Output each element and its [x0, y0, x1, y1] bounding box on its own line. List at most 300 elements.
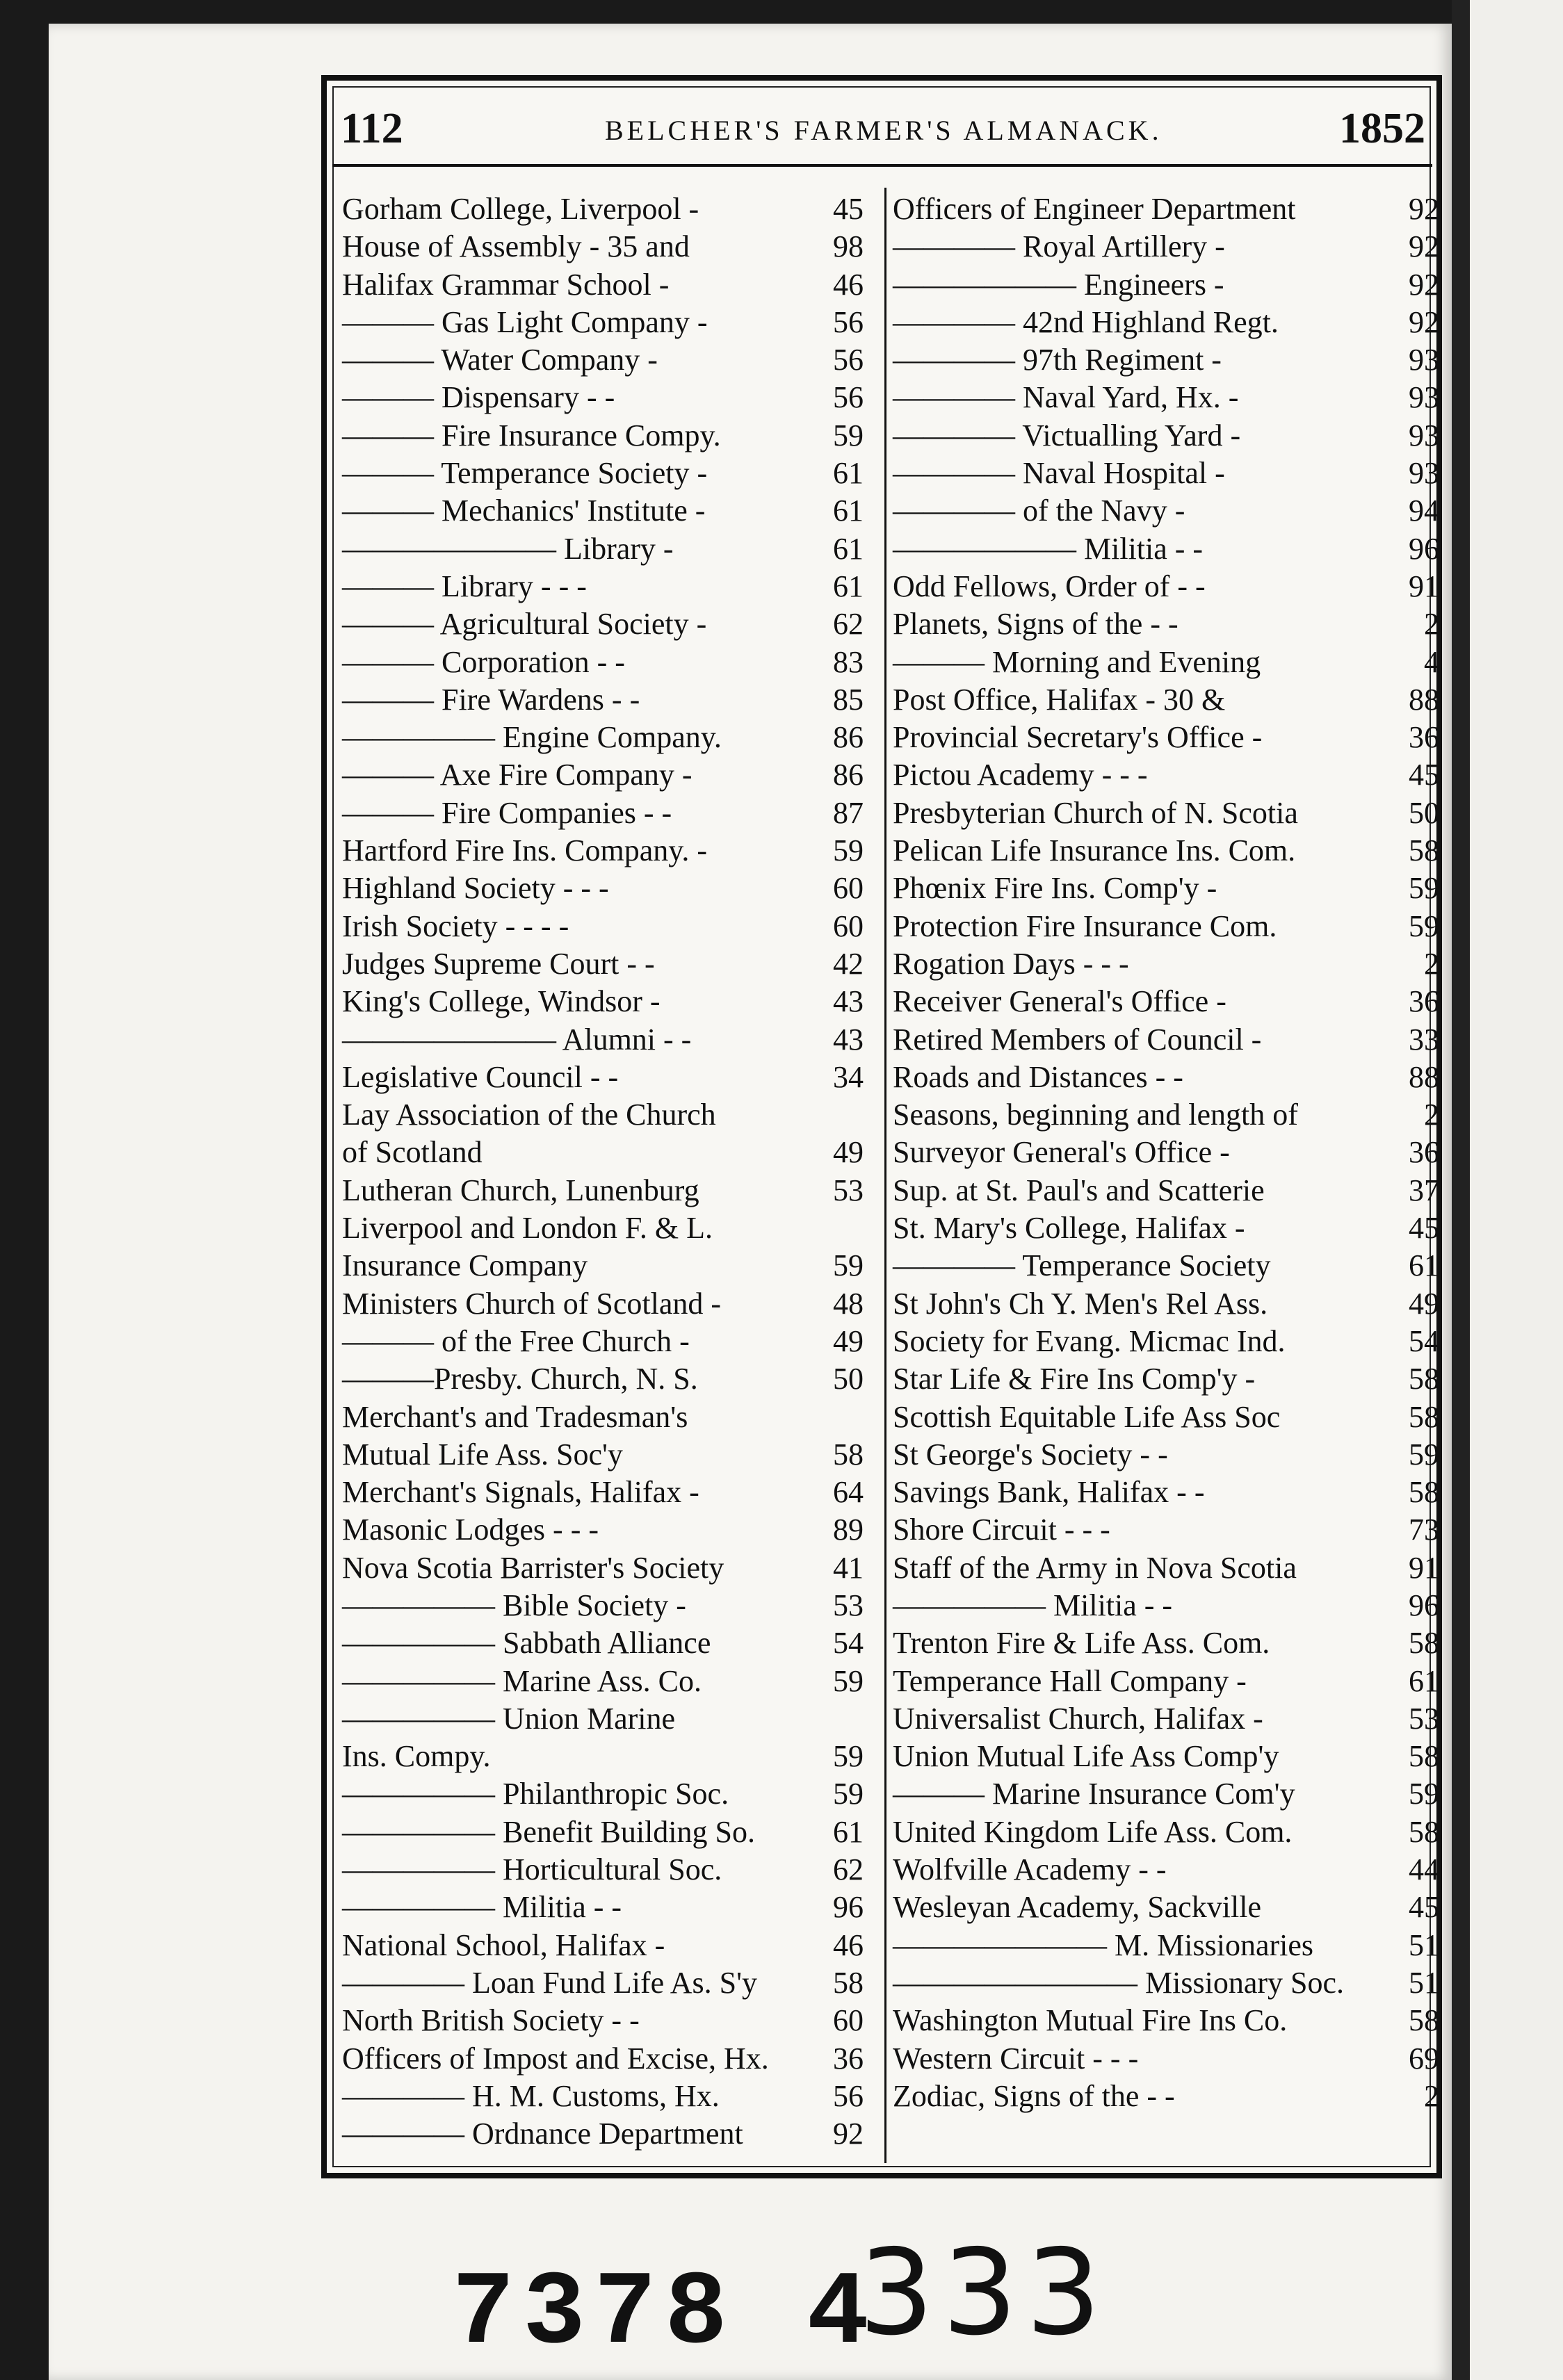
index-left-column	[342, 190, 864, 2153]
index-entry	[342, 266, 864, 304]
entry-page: 36	[833, 2041, 864, 2076]
entry-name: House of Assembly - 35 and	[342, 229, 690, 264]
index-entry	[342, 417, 864, 455]
entry-page: 53	[833, 1173, 864, 1207]
index-entry	[893, 945, 1439, 983]
entry-name: ————— Militia - -	[342, 1890, 622, 1925]
index-entry	[893, 1927, 1439, 1964]
index-entry	[893, 1436, 1439, 1474]
entry-page: 43	[833, 1022, 864, 1057]
entry-page: 41	[833, 1550, 864, 1585]
entry-name: Receiver General's Office -	[893, 984, 1226, 1019]
index-right-column	[893, 190, 1439, 2115]
entry-name: ————— Philanthropic Soc.	[342, 1777, 729, 1811]
entry-page: 58	[1409, 1814, 1439, 1849]
entry-name: Scottish Equitable Life Ass Soc	[893, 1399, 1281, 1434]
entry-name: ——— Agricultural Society -	[342, 607, 707, 642]
entry-name: ————— Union Marine	[342, 1701, 676, 1736]
index-entry	[342, 1738, 864, 1775]
index-entry	[342, 1360, 864, 1398]
entry-page: 58	[1409, 1626, 1439, 1661]
index-entry	[342, 756, 864, 794]
entry-page: 56	[833, 343, 864, 377]
entry-page: 69	[1409, 2041, 1439, 2076]
index-entry	[342, 1775, 864, 1813]
entry-page: 89	[833, 1513, 864, 1547]
entry-page: 59	[1409, 1777, 1439, 1811]
gutter	[1452, 0, 1470, 2380]
index-entry	[893, 1700, 1439, 1738]
index-entry	[893, 341, 1439, 379]
entry-name: ———— Royal Artillery -	[893, 229, 1225, 264]
entry-name: Pelican Life Insurance Ins. Com.	[893, 833, 1296, 868]
header-rule	[332, 164, 1432, 167]
entry-page: 92	[1409, 229, 1439, 264]
entry-name: ———— Victualling Yard -	[893, 418, 1241, 453]
entry-page: 96	[833, 1890, 864, 1925]
index-entry	[342, 1436, 864, 1474]
entry-name: Halifax Grammar School -	[342, 267, 670, 302]
index-entry	[342, 1700, 857, 1738]
index-entry	[342, 341, 864, 379]
index-entry	[342, 870, 864, 907]
entry-page: 49	[1409, 1286, 1439, 1321]
entry-page: 61	[1409, 1663, 1439, 1698]
entry-name: Officers of Impost and Excise, Hx.	[342, 2041, 769, 2076]
entry-name: ——— of the Free Church -	[342, 1323, 690, 1358]
header-year: 1852	[1339, 105, 1425, 152]
accession-stamp: 7378 4	[452, 2256, 878, 2374]
entry-page: 60	[833, 2003, 864, 2038]
entry-name: Mutual Life Ass. Soc'y	[342, 1437, 623, 1472]
entry-name: Roads and Distances - -	[893, 1059, 1183, 1094]
running-title: BELCHER'S FARMER'S ALMANACK.	[605, 115, 1163, 146]
entry-page: 93	[1409, 456, 1439, 491]
entry-name: ———— H. M. Customs, Hx.	[342, 2078, 720, 2113]
index-entry	[342, 1134, 864, 1171]
index-entry	[893, 681, 1439, 719]
entry-name: Trenton Fire & Life Ass. Com.	[893, 1626, 1270, 1661]
index-entry	[342, 455, 864, 492]
entry-page: 45	[1409, 1211, 1439, 1246]
entry-name: Highland Society - - -	[342, 871, 609, 906]
index-entry	[893, 190, 1439, 228]
page-header	[341, 104, 1425, 160]
entry-name: Officers of Engineer Department	[893, 192, 1296, 226]
entry-page: 91	[1409, 569, 1439, 603]
entry-name: Surveyor General's Office -	[893, 1135, 1230, 1170]
entry-page: 45	[1409, 1890, 1439, 1925]
index-entry	[893, 794, 1439, 832]
entry-name: ————— Horticultural Soc.	[342, 1852, 722, 1887]
entry-name: Sup. at St. Paul's and Scatterie	[893, 1173, 1265, 1207]
index-entry	[342, 1172, 864, 1209]
entry-page: 96	[1409, 531, 1439, 566]
entry-page: 58	[1409, 833, 1439, 868]
entry-page: 92	[1409, 267, 1439, 302]
entry-name: Masonic Lodges - - -	[342, 1513, 599, 1547]
entry-name: Planets, Signs of the - -	[893, 607, 1179, 642]
entry-page: 86	[833, 720, 864, 755]
entry-page: 53	[833, 1588, 864, 1622]
index-entry	[893, 870, 1439, 907]
index-entry	[342, 681, 864, 719]
entry-page: 62	[833, 607, 864, 642]
entry-name: Universalist Church, Halifax -	[893, 1701, 1263, 1736]
entry-page: 59	[833, 1248, 864, 1283]
index-entry	[893, 832, 1439, 870]
entry-page: 36	[1409, 1135, 1439, 1170]
entry-page: 92	[1409, 192, 1439, 226]
entry-page: 33	[1409, 1022, 1439, 1057]
entry-name: Lutheran Church, Lunenburg	[342, 1173, 699, 1207]
index-entry	[893, 1172, 1439, 1209]
index-entry	[342, 1209, 857, 1247]
entry-name: Zodiac, Signs of the - -	[893, 2078, 1175, 2113]
entry-name: Provincial Secretary's Office -	[893, 720, 1263, 755]
entry-page: 83	[833, 644, 864, 679]
entry-page: 2	[1424, 1098, 1439, 1132]
index-entry	[893, 605, 1439, 643]
next-page-edge	[1470, 0, 1563, 2380]
index-entry	[342, 908, 864, 945]
entry-name: Washington Mutual Fire Ins Co.	[893, 2003, 1288, 2038]
index-entry	[893, 756, 1439, 794]
entry-name: Odd Fellows, Order of - -	[893, 569, 1206, 603]
entry-name: Staff of the Army in Nova Scotia	[893, 1550, 1297, 1585]
index-entry	[893, 1474, 1439, 1511]
index-entry	[893, 417, 1439, 455]
entry-name: Wesleyan Academy, Sackville	[893, 1890, 1261, 1925]
index-entry	[893, 1587, 1439, 1624]
index-entry	[342, 568, 864, 605]
index-entry	[342, 644, 864, 681]
entry-page: 34	[833, 1059, 864, 1094]
index-entry	[893, 455, 1439, 492]
entry-name: Hartford Fire Ins. Company. -	[342, 833, 708, 868]
entry-name: Liverpool and London F. & L.	[342, 1211, 713, 1246]
entry-name: —————— Engineers -	[893, 267, 1224, 302]
index-entry	[342, 1323, 864, 1360]
entry-name: Irish Society - - - -	[342, 908, 569, 943]
index-entry	[893, 1285, 1439, 1323]
entry-page: 60	[833, 871, 864, 906]
entry-page: 58	[1409, 2003, 1439, 2038]
entry-name: Shore Circuit - - -	[893, 1513, 1110, 1547]
entry-name: Judges Supreme Court - -	[342, 946, 655, 981]
index-entry	[342, 379, 864, 416]
index-entry	[342, 1624, 864, 1662]
entry-page: 58	[1409, 1399, 1439, 1434]
entry-name: Protection Fire Insurance Com.	[893, 908, 1277, 943]
index-entry	[893, 908, 1439, 945]
index-entry	[342, 1247, 864, 1285]
index-entry	[342, 492, 864, 530]
entry-page: 58	[833, 1437, 864, 1472]
entry-page: 59	[1409, 871, 1439, 906]
entry-name: ——— Axe Fire Company -	[342, 758, 693, 792]
entry-name: Rogation Days - - -	[893, 946, 1129, 981]
index-entry	[893, 1399, 1439, 1436]
index-entry	[342, 1587, 864, 1624]
index-entry	[893, 304, 1439, 341]
index-entry	[342, 2078, 864, 2115]
entry-page: 62	[833, 1852, 864, 1887]
entry-name: Nova Scotia Barrister's Society	[342, 1550, 724, 1585]
index-entry	[893, 1209, 1439, 1247]
index-entry	[893, 1624, 1439, 1662]
entry-name: ————— Bible Society -	[342, 1588, 686, 1622]
index-entry	[342, 1851, 864, 1889]
entry-name: ————— Marine Ass. Co.	[342, 1663, 702, 1698]
entry-name: ——— Fire Insurance Compy.	[342, 418, 721, 453]
index-entry	[342, 1399, 857, 1436]
index-entry	[342, 1021, 864, 1059]
index-entry	[893, 1360, 1439, 1398]
handwritten-number: 333	[859, 2224, 1110, 2362]
entry-name: St George's Society - -	[893, 1437, 1168, 1472]
entry-page: 56	[833, 2078, 864, 2113]
index-entry	[893, 1323, 1439, 1360]
entry-page: 61	[833, 531, 864, 566]
index-entry	[342, 945, 864, 983]
entry-page: 60	[833, 908, 864, 943]
entry-name: Temperance Hall Company -	[893, 1663, 1247, 1698]
index-entry	[342, 1927, 864, 1964]
index-entry	[342, 2002, 864, 2039]
entry-name: King's College, Windsor -	[342, 984, 661, 1019]
entry-name: ——— Fire Companies - -	[342, 795, 672, 830]
index-entry	[893, 1247, 1439, 1285]
entry-name: ——— Temperance Society -	[342, 456, 708, 491]
entry-page: 93	[1409, 418, 1439, 453]
entry-page: 93	[1409, 380, 1439, 415]
index-entry	[342, 832, 864, 870]
entry-page: 43	[833, 984, 864, 1019]
entry-name: of Scotland	[342, 1135, 483, 1170]
entry-page: 4	[1424, 644, 1439, 679]
entry-name: Ins. Compy.	[342, 1739, 491, 1774]
entry-name: ——— Gas Light Company -	[342, 304, 708, 339]
entry-name: Insurance Company	[342, 1248, 588, 1283]
entry-page: 93	[1409, 343, 1439, 377]
entry-page: 87	[833, 795, 864, 830]
entry-page: 64	[833, 1475, 864, 1510]
index-entry	[893, 1059, 1439, 1096]
entry-name: ———————— Missionary Soc.	[893, 1965, 1344, 2000]
index-entry	[342, 530, 864, 568]
entry-page: 61	[833, 456, 864, 491]
index-entry	[893, 983, 1439, 1020]
entry-name: ————— Militia - -	[893, 1588, 1173, 1622]
entry-name: ———— Naval Hospital -	[893, 456, 1225, 491]
entry-name: ——— Marine Insurance Com'y	[893, 1777, 1295, 1811]
index-entry	[893, 644, 1439, 681]
entry-page: 73	[1409, 1513, 1439, 1547]
index-entry	[342, 1964, 864, 2002]
entry-name: Savings Bank, Halifax - -	[893, 1475, 1205, 1510]
entry-page: 46	[833, 267, 864, 302]
entry-name: ——— Corporation - -	[342, 644, 625, 679]
entry-page: 94	[1409, 494, 1439, 528]
entry-name: ———— Ordnance Department	[342, 2117, 743, 2151]
entry-page: 56	[833, 304, 864, 339]
index-entry	[893, 492, 1439, 530]
index-entry	[893, 1096, 1439, 1134]
entry-name: Merchant's Signals, Halifax -	[342, 1475, 699, 1510]
entry-name: Legislative Council - -	[342, 1059, 619, 1094]
entry-page: 59	[833, 1777, 864, 1811]
entry-name: Gorham College, Liverpool -	[342, 192, 699, 226]
page-number: 112	[341, 105, 403, 152]
entry-page: 59	[1409, 1437, 1439, 1472]
index-entry	[893, 2040, 1439, 2078]
index-entry	[342, 2040, 864, 2078]
entry-page: 49	[833, 1323, 864, 1358]
index-entry	[342, 304, 864, 341]
entry-page: 61	[833, 494, 864, 528]
entry-page: 45	[1409, 758, 1439, 792]
entry-page: 49	[833, 1135, 864, 1170]
index-entry	[893, 719, 1439, 756]
index-entry	[893, 1021, 1439, 1059]
index-entry	[342, 1474, 864, 1511]
index-entry	[893, 1964, 1439, 2002]
entry-page: 50	[1409, 795, 1439, 830]
entry-page: 2	[1424, 946, 1439, 981]
entry-page: 51	[1409, 1965, 1439, 2000]
entry-name: ———— Loan Fund Life As. S'y	[342, 1965, 758, 2000]
entry-name: ——— Water Company -	[342, 343, 658, 377]
entry-page: 88	[1409, 1059, 1439, 1094]
entry-page: 2	[1424, 2078, 1439, 2113]
index-entry	[893, 2078, 1439, 2115]
entry-page: 56	[833, 380, 864, 415]
index-entry	[893, 1663, 1439, 1700]
entry-page: 58	[1409, 1475, 1439, 1510]
index-entry	[342, 794, 864, 832]
entry-page: 51	[1409, 1927, 1439, 1962]
index-entry	[342, 1511, 864, 1549]
entry-name: Union Mutual Life Ass Comp'y	[893, 1739, 1279, 1774]
entry-page: 50	[833, 1362, 864, 1396]
index-entry	[342, 1549, 864, 1587]
entry-page: 88	[1409, 682, 1439, 717]
entry-page: 54	[1409, 1323, 1439, 1358]
entry-page: 58	[1409, 1739, 1439, 1774]
entry-page: 59	[1409, 908, 1439, 943]
entry-page: 61	[833, 569, 864, 603]
entry-name: ——— Mechanics' Institute -	[342, 494, 706, 528]
entry-name: ——— Library - - -	[342, 569, 587, 603]
entry-page: 92	[833, 2117, 864, 2151]
index-entry	[342, 1813, 864, 1851]
entry-name: Post Office, Halifax - 30 &	[893, 682, 1226, 717]
index-entry	[893, 1134, 1439, 1171]
index-entry	[893, 1813, 1439, 1851]
index-entry	[342, 190, 864, 228]
entry-page: 61	[833, 1814, 864, 1849]
entry-page: 59	[833, 833, 864, 868]
entry-name: Retired Members of Council -	[893, 1022, 1262, 1057]
index-entry	[342, 228, 864, 266]
entry-name: ——————— Alumni - -	[342, 1022, 692, 1057]
index-entry	[893, 2002, 1439, 2039]
entry-name: Wolfville Academy - -	[893, 1852, 1167, 1887]
entry-name: St John's Ch Y. Men's Rel Ass.	[893, 1286, 1268, 1321]
entry-name: Western Circuit - - -	[893, 2041, 1139, 2076]
entry-page: 45	[833, 192, 864, 226]
entry-page: 36	[1409, 984, 1439, 1019]
entry-page: 54	[833, 1626, 864, 1661]
entry-page: 85	[833, 682, 864, 717]
index-entry	[342, 2115, 864, 2153]
entry-name: Star Life & Fire Ins Comp'y -	[893, 1362, 1256, 1396]
entry-page: 96	[1409, 1588, 1439, 1622]
entry-page: 2	[1424, 607, 1439, 642]
entry-page: 42	[833, 946, 864, 981]
entry-name: ———— Naval Yard, Hx. -	[893, 380, 1239, 415]
entry-name: Phœnix Fire Ins. Comp'y -	[893, 871, 1217, 906]
index-entry	[893, 1889, 1439, 1926]
index-entry	[342, 1059, 864, 1096]
entry-name: Ministers Church of Scotland -	[342, 1286, 722, 1321]
entry-page: 58	[833, 1965, 864, 2000]
index-entry	[342, 983, 864, 1020]
entry-page: 91	[1409, 1550, 1439, 1585]
entry-page: 58	[1409, 1362, 1439, 1396]
entry-name: Presbyterian Church of N. Scotia	[893, 795, 1298, 830]
entry-page: 59	[833, 1663, 864, 1698]
entry-name: Merchant's and Tradesman's	[342, 1399, 688, 1434]
entry-name: ———— of the Navy -	[893, 494, 1185, 528]
entry-name: ——— Fire Wardens - -	[342, 682, 640, 717]
index-entry	[893, 568, 1439, 605]
entry-page: 92	[1409, 304, 1439, 339]
entry-page: 86	[833, 758, 864, 792]
entry-name: St. Mary's College, Halifax -	[893, 1211, 1245, 1246]
entry-page: 59	[833, 1739, 864, 1774]
column-divider	[884, 188, 886, 2163]
index-entry	[342, 1889, 864, 1926]
index-entry	[342, 719, 864, 756]
index-entry	[893, 530, 1439, 568]
entry-page: 59	[833, 418, 864, 453]
entry-page: 61	[1409, 1248, 1439, 1283]
entry-name: ——— Dispensary - -	[342, 380, 615, 415]
entry-page: 53	[1409, 1701, 1439, 1736]
index-entry	[342, 1285, 864, 1323]
entry-page: 37	[1409, 1173, 1439, 1207]
entry-name: ————— Engine Company.	[342, 720, 722, 755]
index-entry	[342, 1096, 857, 1134]
index-entry	[342, 605, 864, 643]
entry-name: —————— Militia - -	[893, 531, 1204, 566]
entry-name: ————— Sabbath Alliance	[342, 1626, 711, 1661]
entry-name: United Kingdom Life Ass. Com.	[893, 1814, 1293, 1849]
entry-name: Society for Evang. Micmac Ind.	[893, 1323, 1286, 1358]
index-entry	[893, 1511, 1439, 1549]
entry-page: 48	[833, 1286, 864, 1321]
entry-name: Lay Association of the Church	[342, 1098, 716, 1132]
entry-name: ———Presby. Church, N. S.	[342, 1362, 698, 1396]
entry-page: 98	[833, 229, 864, 264]
entry-name: ——————— Library -	[342, 531, 674, 566]
entry-name: ———— Temperance Society	[893, 1248, 1271, 1283]
entry-name: Pictou Academy - - -	[893, 758, 1148, 792]
index-entry	[893, 1549, 1439, 1587]
entry-name: ———— 97th Regiment -	[893, 343, 1222, 377]
